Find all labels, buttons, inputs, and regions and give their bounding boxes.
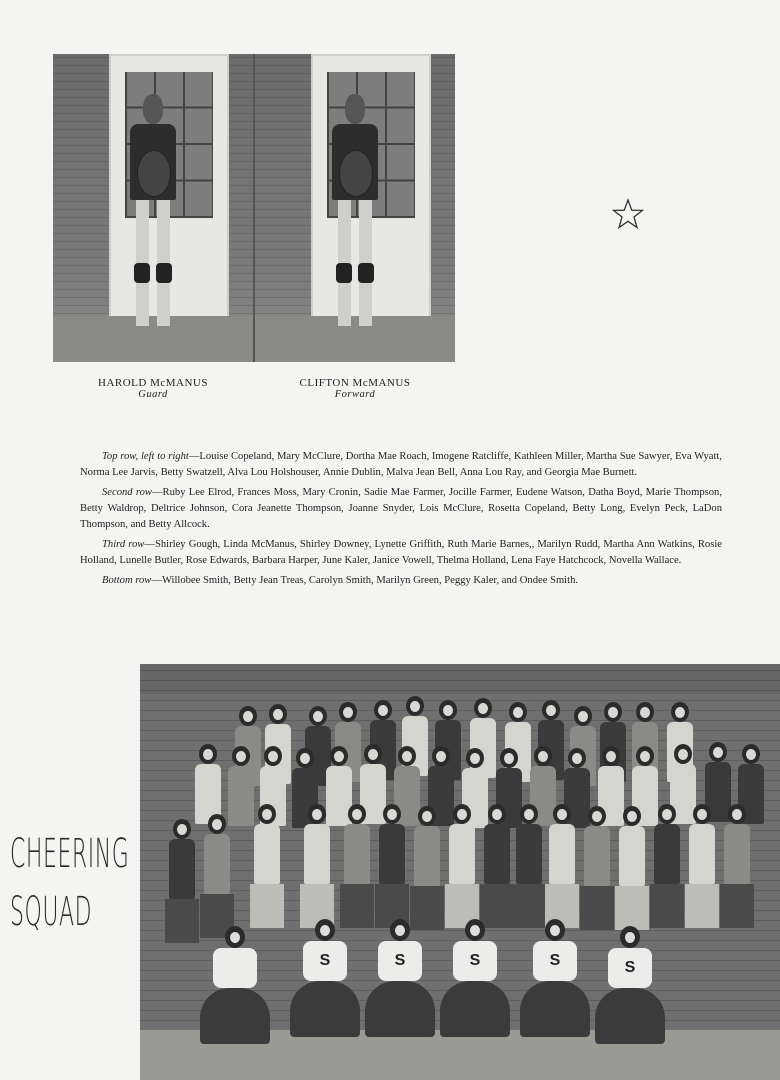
section-title-line: CHEERING bbox=[10, 831, 130, 877]
row-names: Ruby Lee Elrod, Frances Moss, Mary Cronin, Sadie Mae Farmer, Jocille Farmer, Eudene Watson, Datha Boyd, Marie Thompson, Betty Waldrop, Deltrice Johnson, Cora Jeanette Thompson, Joanne Snyder, Lois McClure, Rosetta Copeland, Betty Long, Evelyn Peck, LaDon Thompson, and Betty Allcock. bbox=[80, 487, 722, 530]
roster-paragraph: Second row—Ruby Lee Elrod, Frances Moss, Mary Cronin, Sadie Mae Farmer, Jocille Farmer, Eudene Watson, Datha Boyd, Marie Thompson, Betty Waldrop, Deltrice Johnson, Cora Jeanette Thompson, Joanne Snyder, Lois McClure, Rosetta Copeland, Betty Long, Evelyn Peck, LaDon Thompson, and Betty Allcock. bbox=[80, 487, 722, 530]
sweater-letter: S bbox=[303, 941, 347, 981]
player-caption bbox=[255, 377, 455, 400]
row-label: Bottom row bbox=[102, 575, 152, 586]
player-position: Guard bbox=[138, 389, 168, 400]
squad-member-figure bbox=[340, 804, 374, 928]
sweater-letter: S bbox=[533, 941, 577, 981]
row-names: Shirley Gough, Linda McManus, Shirley Downey, Lynette Griffith, Ruth Marie Barnes,, Marilyn Rudd, Martha Ann Watkins, Rosie Holland, Lunelle Butler, Rose Edwards, Barbara Harper, June Kaler, Janice Vowell, Thelma Holland, Lena Faye Hatchcock, Novella Wallace. bbox=[80, 539, 722, 566]
roster-paragraph: Third row—Shirley Gough, Linda McManus, Shirley Downey, Lynette Griffith, Ruth Marie Barnes,, Marilyn Rudd, Martha Ann Watkins, Rosie Holland, Lunelle Butler, Rose Edwards, Barbara Harper, June Kaler, Janice Vowell, Thelma Holland, Lena Faye Hatchcock, Novella Wallace. bbox=[80, 539, 722, 566]
roster-paragraph: Top row, left to right—Louise Copeland, Mary McClure, Dortha Mae Roach, Imogene Ratcliffe, Kathleen Miller, Martha Sue Sawyer, Eva Wyatt, Norma Lee Jarvis, Betty Swatzell, Alva Lou Holshouser, Annie Dublin, Malva Jean Bell, Anna Lou Ray, and Georgia Mae Burnett. bbox=[80, 451, 722, 478]
player-position: Forward bbox=[334, 389, 376, 400]
squad-member-figure bbox=[545, 804, 579, 928]
row-label: Second row bbox=[102, 487, 152, 498]
squad-member-figure bbox=[615, 806, 649, 930]
roster-paragraph: Bottom row—Willobee Smith, Betty Jean Treas, Carolyn Smith, Marilyn Green, Peggy Kaler, and Ondee Smith. bbox=[102, 575, 579, 586]
player-name: HAROLD McMANUS bbox=[98, 377, 208, 389]
row-label: Third row bbox=[102, 539, 145, 550]
cheerleader-figure bbox=[365, 919, 435, 1039]
cheerleader-figure bbox=[290, 919, 360, 1039]
squad-member-figure bbox=[650, 804, 684, 928]
squad-member-figure bbox=[580, 806, 614, 930]
players-photo-pair bbox=[53, 54, 455, 362]
player-photo-clifton bbox=[255, 54, 455, 362]
squad-member-figure bbox=[375, 804, 409, 928]
basketball-icon bbox=[137, 150, 171, 197]
player-caption bbox=[53, 377, 253, 400]
player-name: CLIFTON McMANUS bbox=[299, 377, 411, 389]
star-icon bbox=[612, 198, 644, 230]
basketball-player-figure bbox=[319, 94, 391, 347]
cheerleader-figure bbox=[595, 926, 665, 1046]
cheering-squad-photo bbox=[140, 664, 780, 1080]
player-photo-harold bbox=[53, 54, 253, 362]
cheerleader-figure bbox=[520, 919, 590, 1039]
cheerleader-figure bbox=[440, 919, 510, 1039]
sweater-letter: S bbox=[608, 948, 652, 988]
cheerleader-figure bbox=[200, 926, 270, 1046]
section-title bbox=[10, 825, 130, 941]
sweater-letter: S bbox=[378, 941, 422, 981]
sweater-letter: S bbox=[453, 941, 497, 981]
squad-member-figure bbox=[195, 744, 221, 824]
squad-member-figure bbox=[300, 804, 334, 928]
squad-member-figure bbox=[200, 814, 234, 938]
squad-member-figure bbox=[410, 806, 444, 930]
squad-member-figure bbox=[512, 804, 546, 928]
squad-member-figure bbox=[250, 804, 284, 928]
roster-text bbox=[80, 449, 722, 593]
basketball-player-figure bbox=[117, 94, 189, 347]
squad-member-figure bbox=[685, 804, 719, 928]
row-names: Louise Copeland, Mary McClure, Dortha Mae Roach, Imogene Ratcliffe, Kathleen Miller, Martha Sue Sawyer, Eva Wyatt, Norma Lee Jarvis, Betty Swatzell, Alva Lou Holshouser, Annie Dublin, Malva Jean Bell, Anna Lou Ray, and Georgia Mae Burnett. bbox=[80, 451, 722, 478]
basketball-icon bbox=[339, 150, 373, 197]
row-label: Top row, left to right bbox=[102, 451, 189, 462]
section-title-line: SQUAD bbox=[10, 889, 93, 935]
squad-member-figure bbox=[445, 804, 479, 928]
squad-member-figure bbox=[480, 804, 514, 928]
squad-member-figure bbox=[165, 819, 199, 943]
squad-member-figure bbox=[720, 804, 754, 928]
row-names: Willobee Smith, Betty Jean Treas, Carolyn Smith, Marilyn Green, Peggy Kaler, and Ondee Smith. bbox=[161, 575, 579, 586]
